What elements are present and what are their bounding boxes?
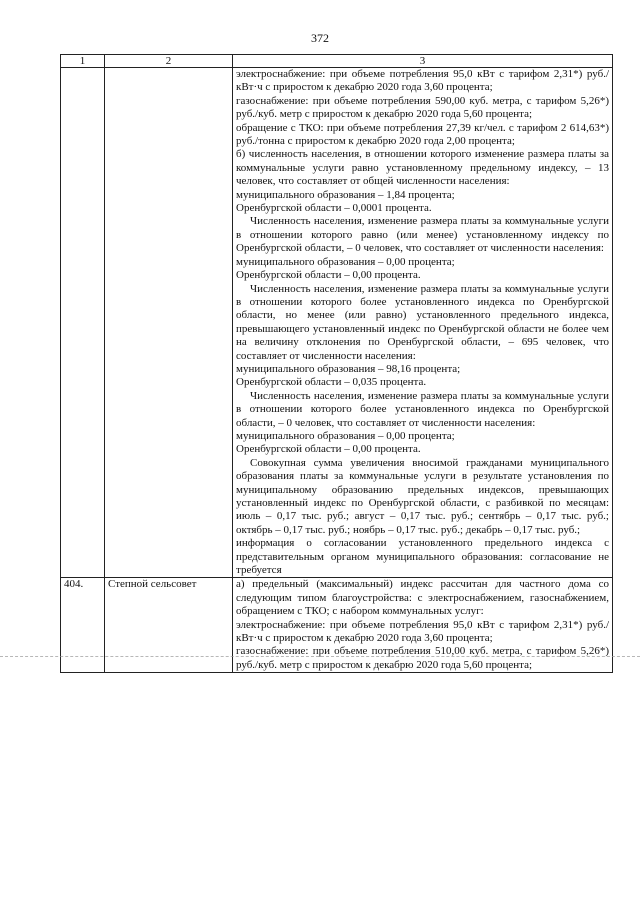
paragraph: Численность населения, изменение размера платы за коммунальные услуги в отношении которого равно (или менее) установленному индексу по Оренбургской области, – 0 человек, что составляет от численности населения: (236, 215, 609, 255)
paragraph: муниципального образования – 1,84 процента; (236, 188, 455, 201)
scan-artifact-line (0, 656, 640, 657)
entry-content (233, 578, 613, 673)
paragraph: газоснабжение: при объеме потребления 510,00 куб. метра, с тарифом 5,26*) руб./куб. метр с приростом к декабрю 2020 года 5,60 процента; (236, 645, 609, 671)
paragraph: Оренбургской области – 0,00 процента. (236, 269, 421, 282)
paragraph: Численность населения, изменение размера платы за коммунальные услуги в отношении которого более установленного индекса по Оренбургской области, – 0 человек, что составляет от численности населения: (236, 389, 609, 429)
cell-continued-content (233, 68, 613, 578)
column-header-1: 1 (61, 55, 105, 68)
column-header-2: 2 (105, 55, 233, 68)
page-number: 372 (311, 31, 329, 45)
paragraph: муниципального образования – 98,16 процента; (236, 362, 461, 375)
table-header-row (61, 55, 613, 68)
entry-name: Степной сельсовет (105, 578, 233, 673)
paragraph: электроснабжение: при объеме потребления 95,0 кВт с тарифом 2,31*) руб./кВт·ч с приростом к декабрю 2020 года 3,60 процента; (236, 68, 609, 94)
document-table (60, 54, 613, 673)
cell-name-empty (105, 68, 233, 578)
paragraph: обращение с ТКО: при объеме потребления 27,39 кг/чел. с тарифом 2 614,63*) руб./тонна с приростом к декабрю 2020 года 2,00 процента; (236, 121, 609, 148)
paragraph: Численность населения, изменение размера платы за коммунальные услуги в отношении которого более установленного индекса по Оренбургской области, но менее (или равно) установленного предельного индекса, превышающего установленный индекс по Оренбургской области не более чем на величину отклонения по Оренбургской области, – 695 человек, что составляет от численности населения: (236, 282, 609, 362)
table-row-404 (61, 578, 613, 673)
paragraph: а) предельный (максимальный) индекс рассчитан для частного дома со следующим типом благоустройства: с электроснабжением, газоснабжением, обращением с ТКО; с набором коммунальных услуг: (236, 578, 609, 618)
cell-number-empty (61, 68, 105, 578)
column-header-3: 3 (233, 55, 613, 68)
paragraph: муниципального образования – 0,00 процента; (236, 429, 455, 442)
paragraph: Оренбургской области – 0,0001 процента. (236, 202, 432, 215)
paragraph: муниципального образования – 0,00 процента; (236, 255, 455, 268)
paragraph: Оренбургской области – 0,00 процента. (236, 443, 421, 456)
table-row-continued (61, 68, 613, 578)
paragraph: Оренбургской области – 0,035 процента. (236, 376, 427, 389)
paragraph: Совокупная сумма увеличения вносимой гражданами муниципального образования платы за коммунальные услуги в результате установления по муниципальному образованию предельных индексов, превышающих установленный индекс по Оренбургской области, с разбивкой по месяцам: июль – 0,17 тыс. руб.; август – 0,17 тыс. руб.; сентябрь – 0,17 тыс. руб.; октябрь – 0,17 тыс. руб.; ноябрь – 0,17 тыс. руб.; декабрь – 0,17 тыс. руб.; (236, 456, 609, 536)
paragraph: газоснабжение: при объеме потребления 590,00 куб. метра, с тарифом 5,26*) руб./куб. метр с приростом к декабрю 2020 года 5,60 процента; (236, 94, 609, 121)
paragraph: б) численность населения, в отношении которого изменение размера платы за коммунальные услуги равно установленному предельному индексу, – 13 человек, что составляет от общей численности населения: (236, 148, 609, 188)
paragraph: информация о согласовании установленного предельного индекса с представительным органом муниципального образования: согласование не требуется (236, 537, 609, 577)
entry-number: 404. (61, 578, 105, 673)
paragraph: электроснабжение: при объеме потребления 95,0 кВт с тарифом 2,31*) руб./кВт·ч с приростом к декабрю 2020 года 3,60 процента; (236, 618, 609, 645)
